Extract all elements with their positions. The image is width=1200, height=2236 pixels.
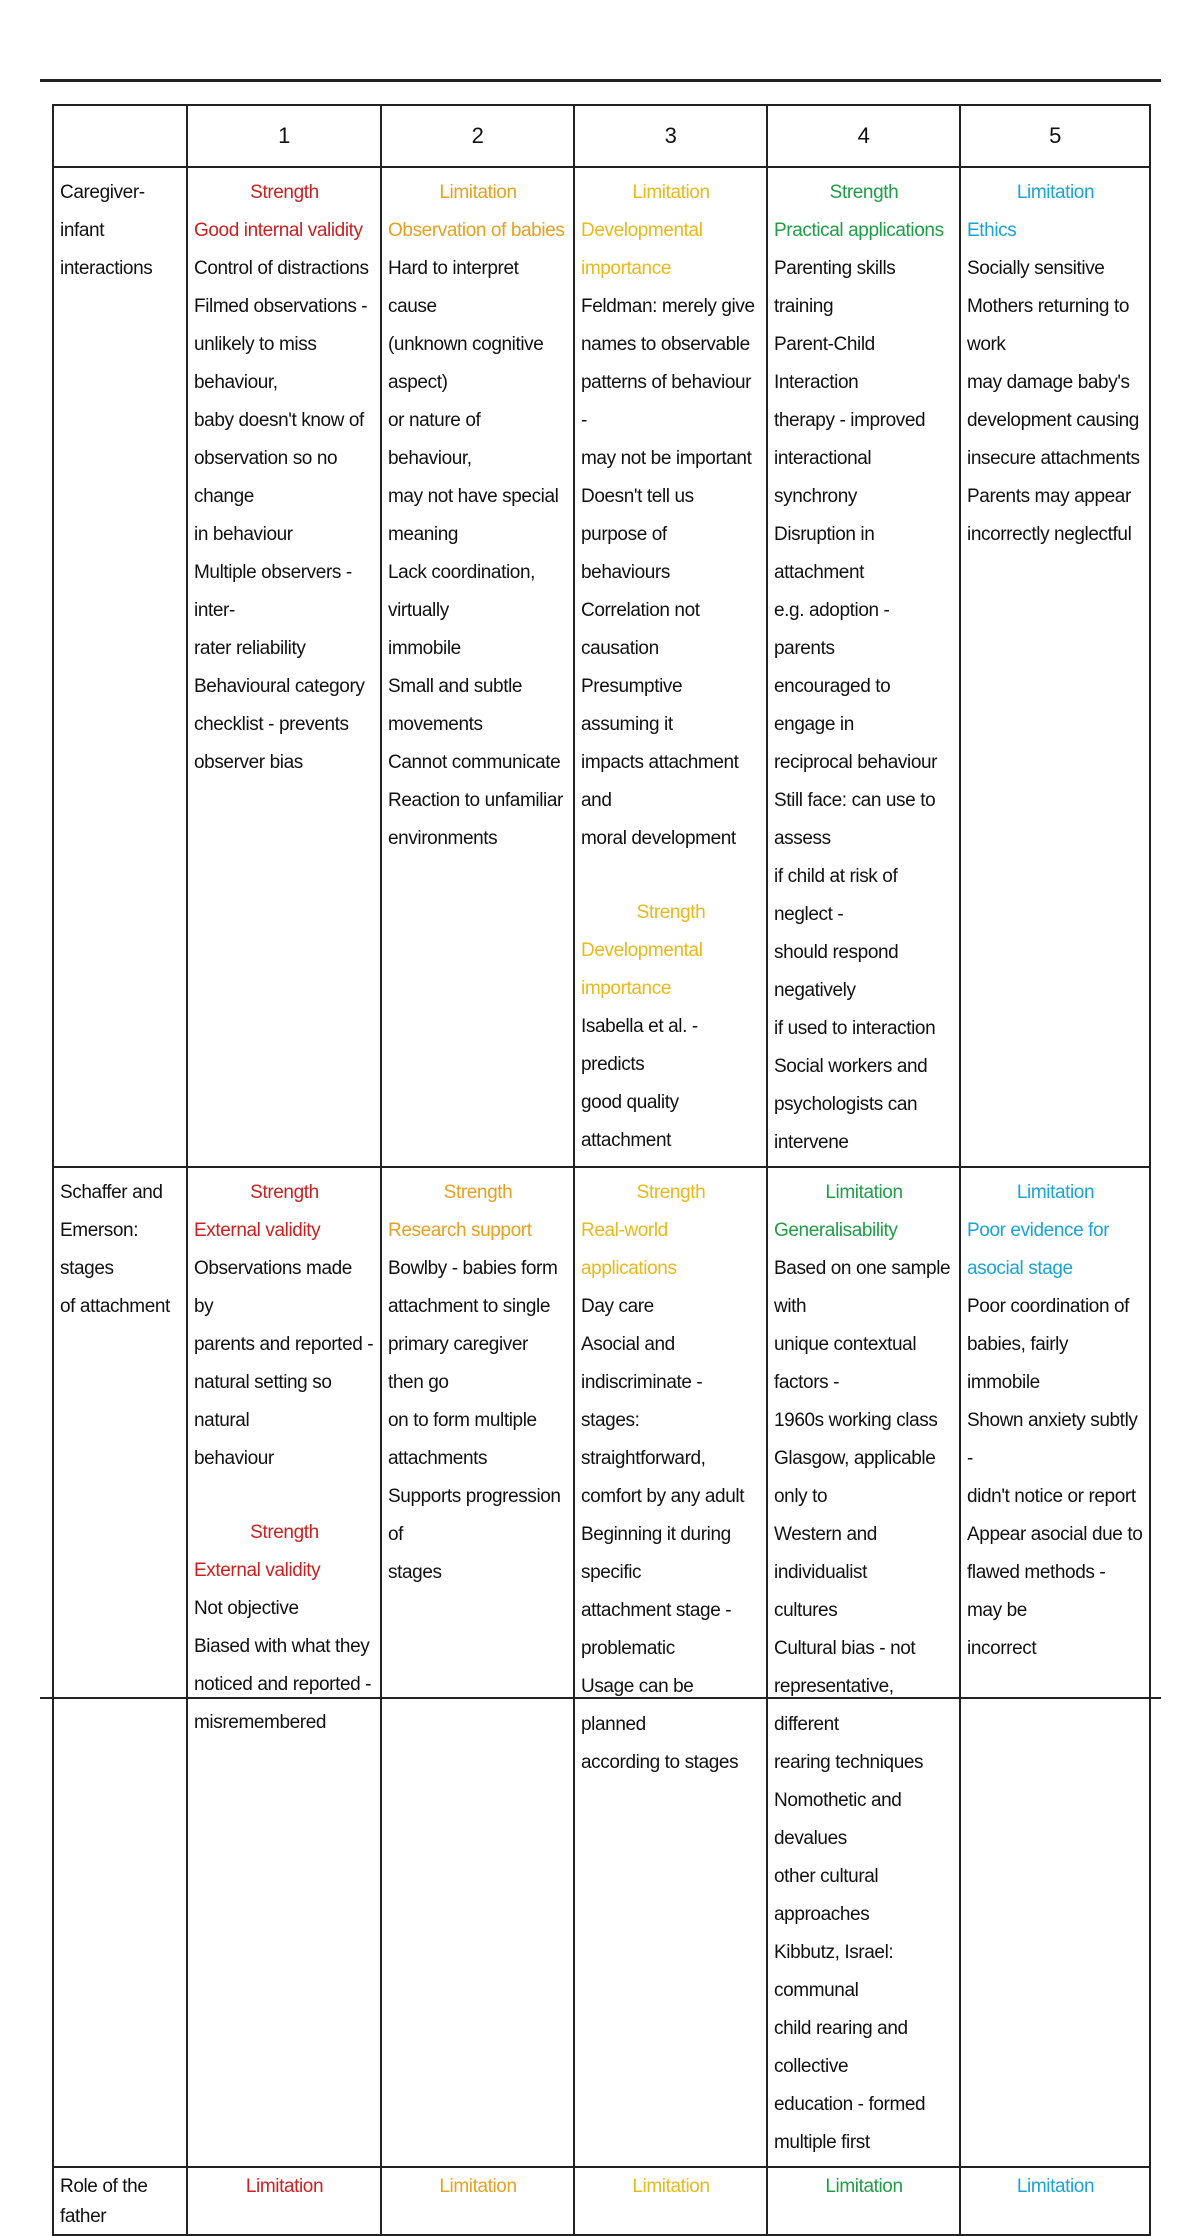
cell-kind: Strength: [443, 1182, 513, 1203]
table-cell: [574, 1167, 767, 2167]
cell-line: Not objective: [194, 1598, 299, 1619]
cell-line: Parents may appear: [967, 486, 1131, 507]
cell-line: Western and individualist: [774, 1524, 877, 1583]
cell-kind: Limitation: [245, 2176, 324, 2197]
cell-line: Multiple observers - inter-: [194, 562, 352, 621]
cell-line: Social workers and: [774, 1056, 928, 1077]
column-header-1: 1: [187, 105, 381, 167]
cell-heading: Observation of babies: [388, 220, 565, 241]
cell-line: cultures: [774, 1600, 838, 1621]
cell-line: 1960s working class: [774, 1410, 938, 1431]
row-label-line: Caregiver-infant: [60, 182, 145, 241]
table-cell: [960, 2167, 1150, 2235]
cell-line: unlikely to miss behaviour,: [194, 334, 317, 393]
cell-line: Control of distractions: [194, 258, 369, 279]
cell-line: Cannot communicate: [388, 752, 561, 773]
cell-line: education - formed: [774, 2094, 926, 2115]
cell-kind: Strength: [636, 902, 706, 923]
cell-heading: Good internal validity: [194, 220, 363, 241]
cell-heading: Developmental importance: [581, 940, 703, 999]
cell-kind: Strength: [250, 1522, 319, 1543]
cell-line: Day care: [581, 1296, 654, 1317]
cell-line: problematic: [581, 1638, 675, 1659]
cell-line: if used to interaction: [774, 1018, 936, 1039]
cell-kind: Limitation: [439, 182, 517, 203]
cell-line: multiple first: [774, 2132, 870, 2153]
cell-line: therapy - improved: [774, 410, 926, 431]
table-cell: [187, 1167, 381, 2167]
cell-line: Supports progression of: [388, 1486, 561, 1545]
table-cell: [187, 2167, 381, 2235]
cell-heading: Real-world applications: [581, 1220, 677, 1279]
cell-line: Hard to interpret cause: [388, 258, 519, 317]
row-label-line: of attachment: [60, 1296, 170, 1317]
cell-line: baby doesn't know of: [194, 410, 364, 431]
cell-line: according to stages: [581, 1752, 739, 1773]
row-label-line: Schaffer and: [60, 1182, 163, 1203]
cell-line: Small and subtle: [388, 676, 523, 697]
cell-line: rearing techniques: [774, 1752, 924, 1773]
table-cell: [574, 2167, 767, 2235]
cell-line: Appear asocial due to: [967, 1524, 1143, 1545]
cell-line: impacts attachment and: [581, 752, 739, 811]
cell-line: Still face: can use to assess: [774, 790, 936, 849]
cell-line: Poor coordination of: [967, 1296, 1130, 1317]
cell-line: Biased with what they: [194, 1636, 370, 1657]
row-label: [53, 2167, 187, 2235]
cell-line: Parent-Child Interaction: [774, 334, 875, 393]
cell-line: behaviour: [194, 1448, 274, 1469]
cell-line: misremembered: [194, 1712, 327, 1733]
cell-line: representative, different: [774, 1676, 894, 1735]
cell-kind: Strength: [250, 182, 319, 203]
block-gap: [194, 1478, 375, 1514]
cell-line: stages: straightforward,: [581, 1410, 706, 1469]
cell-line: Asocial and indiscriminate -: [581, 1334, 703, 1393]
cell-line: attachment stage -: [581, 1600, 732, 1621]
cell-line: environments: [388, 828, 498, 849]
cell-line: insecure attachments: [967, 448, 1140, 469]
cell-kind: Strength: [250, 1182, 319, 1203]
cell-line: if child at risk of neglect -: [774, 866, 898, 925]
cell-line: Correlation not causation: [581, 600, 700, 659]
cell-line: incorrect: [967, 1638, 1037, 1659]
row-label-line: interactions: [60, 258, 153, 279]
cell-line: checklist - prevents: [194, 714, 349, 735]
header-corner: [53, 105, 187, 167]
table-row: [53, 2167, 1150, 2235]
cell-kind: Strength: [636, 1182, 706, 1203]
cell-line: Nomothetic and devalues: [774, 1790, 902, 1849]
block-gap: [581, 858, 761, 894]
table-cell: [960, 1167, 1150, 2167]
cell-line: may not have special: [388, 486, 559, 507]
cell-line: development causing: [967, 410, 1139, 431]
top-rule: [40, 79, 1161, 82]
cell-line: attachments: [388, 1448, 488, 1469]
table-cell: [767, 1167, 960, 2167]
cell-line: rater reliability: [194, 638, 306, 659]
cell-kind: Limitation: [825, 1182, 903, 1203]
cell-line: Glasgow, applicable only to: [774, 1448, 936, 1507]
cell-line: Isabella et al. - predicts: [581, 1016, 698, 1075]
cell-line: Lack coordination, virtually: [388, 562, 536, 621]
row-label: [53, 167, 187, 1167]
cell-kind: Limitation: [439, 2176, 517, 2197]
column-header-3: 3: [574, 105, 767, 167]
cell-line: attachment to single: [388, 1296, 551, 1317]
cell-line: immobile: [388, 638, 461, 659]
cell-line: interactional synchrony: [774, 448, 872, 507]
cell-line: Disruption in attachment: [774, 524, 875, 583]
cell-heading: Poor evidence for asocial stage: [967, 1220, 1110, 1279]
cell-line: other cultural approaches: [774, 1866, 879, 1925]
cell-line: Socially sensitive: [967, 258, 1105, 279]
cell-heading: Developmental importance: [581, 220, 703, 279]
cell-line: incorrectly neglectful: [967, 524, 1132, 545]
cell-line: Beginning it during specific: [581, 1524, 731, 1583]
cell-kind: Limitation: [825, 2176, 903, 2197]
cell-line: (unknown cognitive aspect): [388, 334, 544, 393]
cell-line: natural setting so natural: [194, 1372, 332, 1431]
table-cell: [381, 167, 574, 1167]
cell-line: Bowlby - babies form: [388, 1258, 558, 1279]
cell-line: Mothers returning to work: [967, 296, 1130, 355]
cell-line: observation so no change: [194, 448, 338, 507]
cell-kind: Limitation: [632, 2176, 710, 2197]
cell-line: Feldman: merely give: [581, 296, 755, 317]
cell-line: encouraged to engage in: [774, 676, 891, 735]
cell-line: Doesn't tell us purpose of: [581, 486, 694, 545]
table-cell: [187, 167, 381, 1167]
table-cell: [381, 1167, 574, 2167]
cell-line: Filmed observations -: [194, 296, 368, 317]
cell-line: may damage baby's: [967, 372, 1130, 393]
cell-line: good quality attachment: [581, 1092, 679, 1151]
column-header-4: 4: [767, 105, 960, 167]
cell-line: Parenting skills training: [774, 258, 896, 317]
cell-line: names to observable: [581, 334, 750, 355]
cell-heading: Research support: [388, 1220, 532, 1241]
cell-line: parents and reported -: [194, 1334, 374, 1355]
cell-line: Shown anxiety subtly -: [967, 1410, 1138, 1469]
cell-line: flawed methods - may be: [967, 1562, 1106, 1621]
row-label-line: Emerson: stages: [60, 1220, 139, 1279]
cell-line: patterns of behaviour -: [581, 372, 752, 431]
table-cell: [767, 167, 960, 1167]
cell-kind: Limitation: [1016, 1182, 1095, 1203]
cell-heading: Practical applications: [774, 220, 944, 241]
cell-line: Cultural bias - not: [774, 1638, 916, 1659]
table-row: [53, 1167, 1150, 2167]
cell-kind: Strength: [829, 182, 899, 203]
cell-line: unique contextual factors -: [774, 1334, 917, 1393]
column-header-5: 5: [960, 105, 1150, 167]
cell-line: Reaction to unfamiliar: [388, 790, 563, 811]
row-label-line: Role of the father: [60, 2176, 148, 2227]
cell-heading: Generalisability: [774, 1220, 898, 1241]
cell-line: or nature of behaviour,: [388, 410, 481, 469]
cell-line: e.g. adoption - parents: [774, 600, 890, 659]
cell-line: Presumptive assuming it: [581, 676, 683, 735]
cell-line: Based on one sample with: [774, 1258, 951, 1317]
cell-line: observer bias: [194, 752, 303, 773]
cell-line: babies, fairly immobile: [967, 1334, 1069, 1393]
evaluation-table: [52, 104, 1151, 2236]
cell-line: moral development: [581, 828, 736, 849]
cell-line: behaviours: [581, 562, 670, 583]
table-row: [53, 167, 1150, 1167]
table-cell: [767, 2167, 960, 2235]
cell-line: reciprocal behaviour: [774, 752, 938, 773]
cell-line: meaning: [388, 524, 459, 545]
cell-line: child rearing and collective: [774, 2018, 908, 2077]
cell-line: should respond negatively: [774, 942, 899, 1001]
cell-heading: External validity: [194, 1560, 321, 1581]
cell-line: psychologists can intervene: [774, 1094, 918, 1153]
row-label: [53, 1167, 187, 2167]
header-row: [53, 105, 1150, 167]
cell-heading: Ethics: [967, 220, 1017, 241]
table-cell: [960, 167, 1150, 1167]
cell-line: didn't notice or report: [967, 1486, 1136, 1507]
column-header-2: 2: [381, 105, 574, 167]
cell-line: Usage can be planned: [581, 1676, 694, 1735]
cell-line: in behaviour: [194, 524, 293, 545]
cell-line: may not be important: [581, 448, 752, 469]
cell-kind: Limitation: [1016, 2176, 1095, 2197]
cell-kind: Limitation: [1016, 182, 1095, 203]
cell-line: Observations made by: [194, 1258, 352, 1317]
cell-line: Behavioural category: [194, 676, 365, 697]
cell-line: comfort by any adult: [581, 1486, 745, 1507]
cell-line: movements: [388, 714, 483, 735]
table-cell: [574, 167, 767, 1167]
cell-line: primary caregiver then go: [388, 1334, 528, 1393]
cell-line: on to form multiple: [388, 1410, 537, 1431]
cell-line: Kibbutz, Israel: communal: [774, 1942, 894, 2001]
cell-heading: External validity: [194, 1220, 321, 1241]
table-cell: [381, 2167, 574, 2235]
cell-line: noticed and reported -: [194, 1674, 372, 1695]
cell-line: stages: [388, 1562, 442, 1583]
bottom-rule: [40, 1697, 1161, 1699]
cell-kind: Limitation: [632, 182, 710, 203]
